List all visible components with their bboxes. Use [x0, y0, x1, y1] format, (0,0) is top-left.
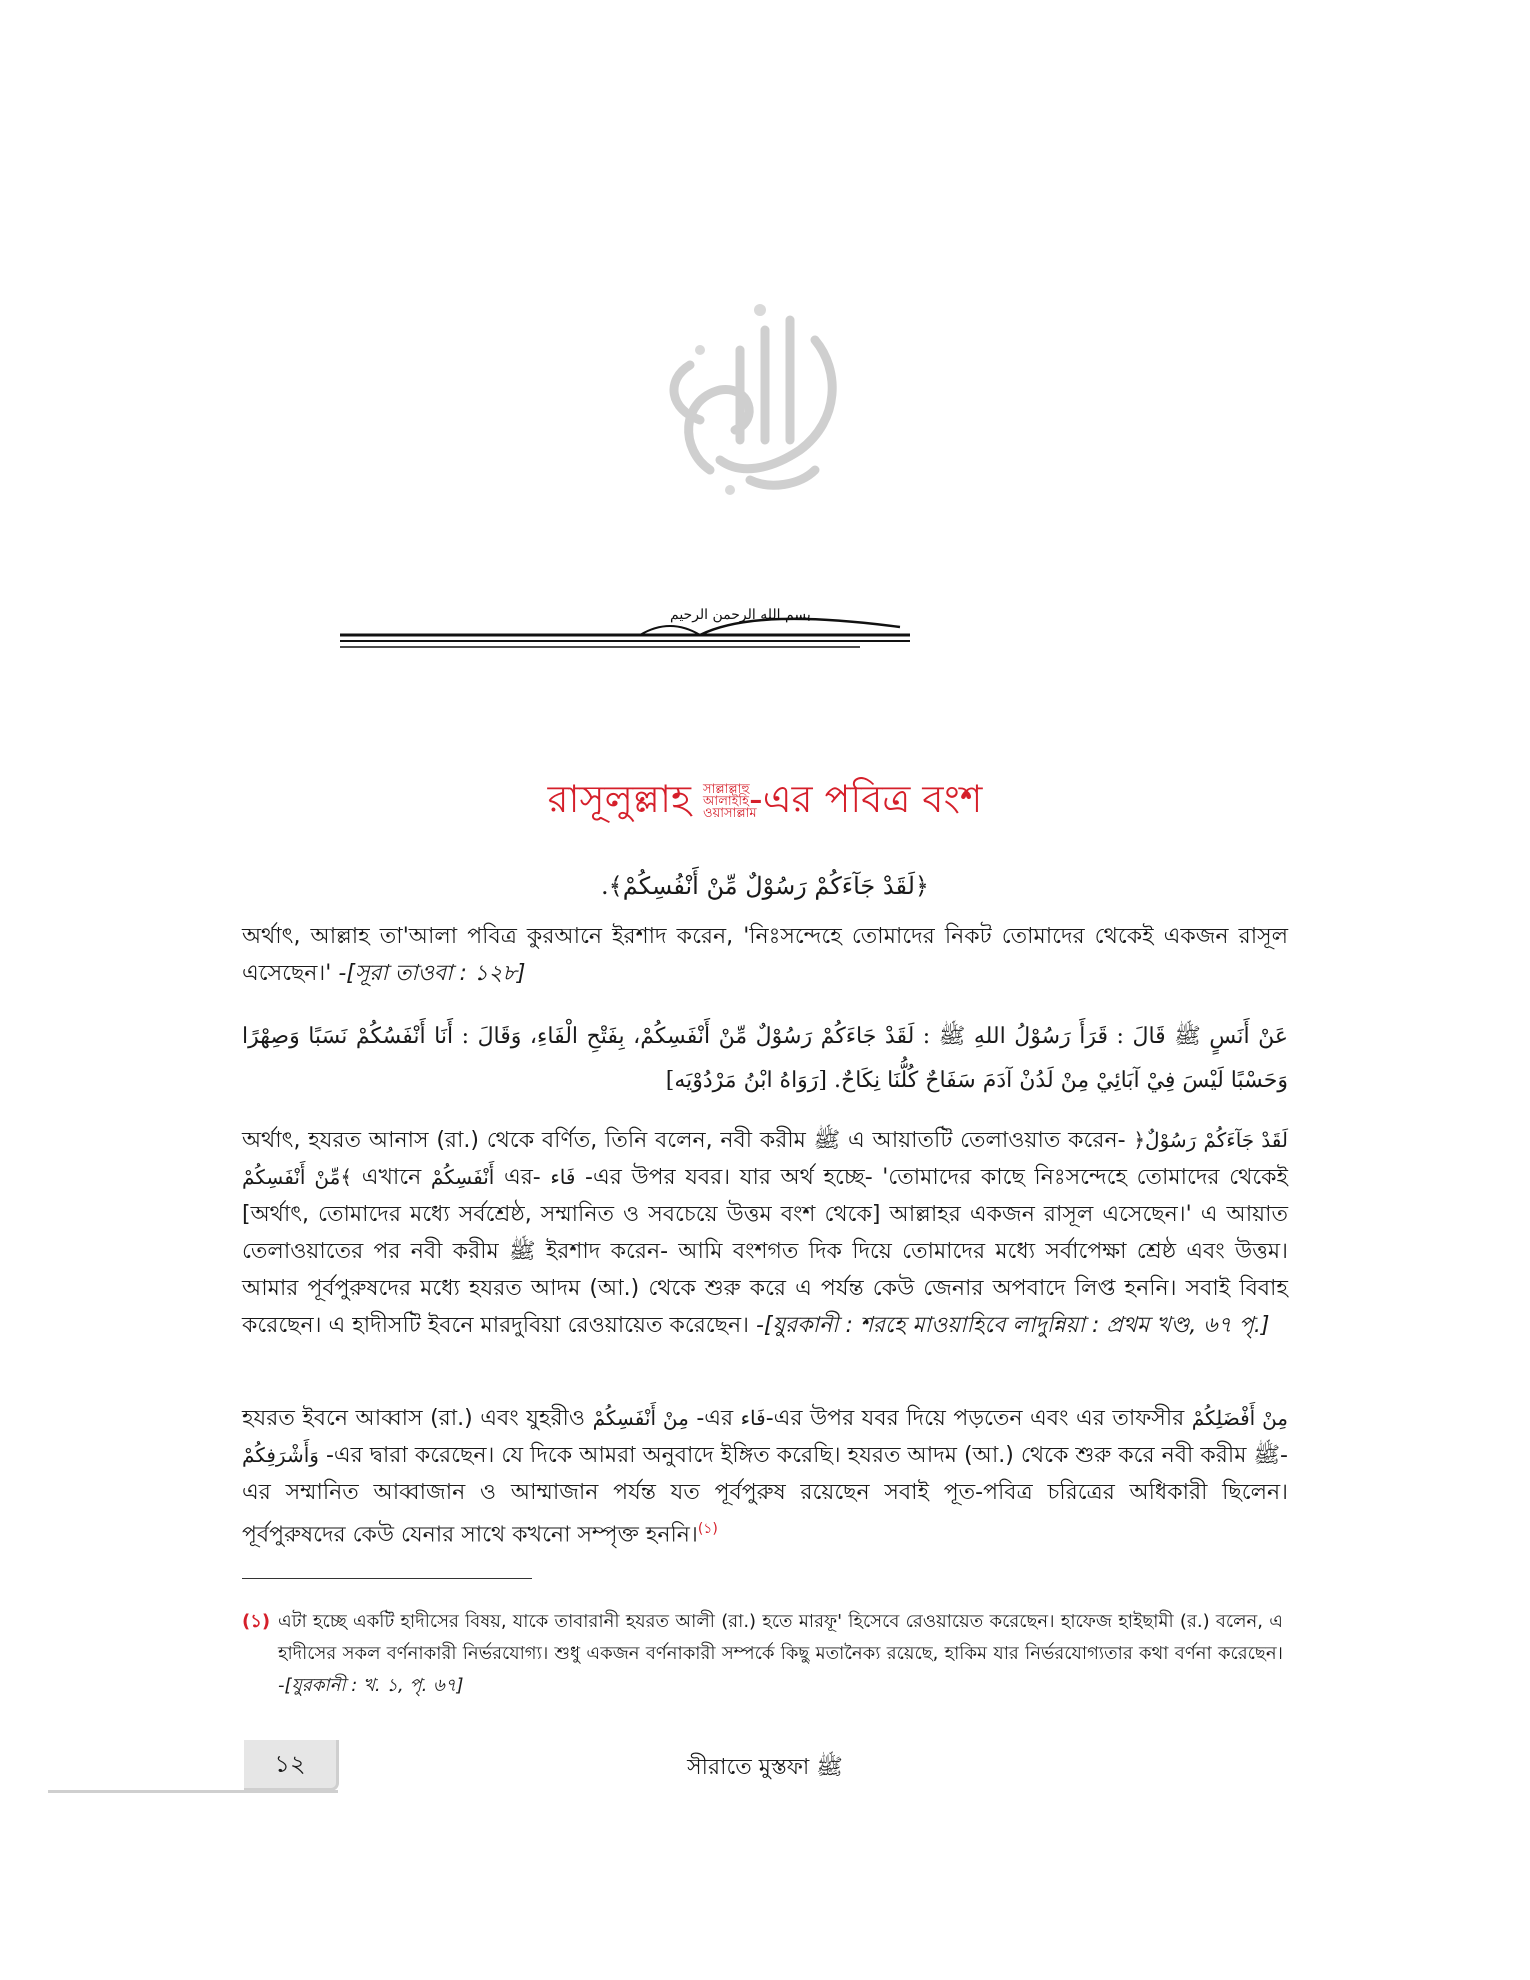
footnote-marker[interactable]: (১)	[697, 1521, 718, 1537]
inline-arabic: فَاء	[550, 1165, 576, 1189]
paragraph-text: -এর	[688, 1406, 741, 1431]
footnote-rule	[242, 1578, 532, 1579]
paragraph-text: হযরত ইবনে আব্বাস (রা.) এবং যুহরীও	[242, 1406, 593, 1431]
footnote-text: এটা হচ্ছে একটি হাদীসের বিষয়, যাকে তাবারানী হযরত আলী (রা.) হতে মারফূ' হিসেবে রেওয়ায়েত করেছেন। হাফেজ হাইছামী (র.) বলেন, এ হাদীসের সকল বর্ণনাকারী নির্ভরযোগ্য। শুধু একজন বর্ণনাকারী সম্পর্কে কিছু মতানৈক্য রয়েছে, হাকিম যার নির্ভরযোগ্যতার কথা বর্ণনা করেছেন।	[278, 1611, 1283, 1664]
paragraph-hadith-translation	[242, 1122, 1288, 1344]
inline-arabic: أَنْفَسِكُمْ	[430, 1165, 495, 1189]
paragraph-text: এখানে	[352, 1165, 431, 1190]
paragraph-text: এর-	[494, 1165, 551, 1190]
paragraph-text: -এর উপর যবর দিয়ে পড়তেন এবং এর তাফসীর	[765, 1406, 1192, 1431]
footnote-reference: -[যুরকানী : খ. ১, পৃ. ৬৭]	[278, 1675, 464, 1696]
footnote-body	[278, 1606, 1283, 1702]
paragraph-text: অর্থাৎ, আল্লাহ তা'আলা পবিত্র কুরআনে ইরশাদ করেন, 'নিঃসন্দেহে তোমাদের নিকট তোমাদের থেকেই একজন রাসূল এসেছেন।'	[242, 924, 1288, 986]
paragraph-translation	[242, 918, 1288, 992]
inline-arabic: مِنْ أَنْفَسِكُمْ	[592, 1406, 689, 1430]
paragraph-text: -এর উপর যবর। যার অর্থ হচ্ছে- 'তোমাদের কাছে নিঃসন্দেহে তোমাদের থেকেই [অর্থাৎ, তোমাদের মধ্যে সর্বশ্রেষ্ঠ, সম্মানিত ও সবচেয়ে উত্তম বংশ থেকে] আল্লাহর একজন রাসূল এসেছেন।' এ আয়াত তেলাওয়াতের পর নবী করীম ﷺ ইরশাদ করেন- আমি বংশগত দিক দিয়ে তোমাদের মধ্যে সর্বাপেক্ষা শ্রেষ্ঠ এবং উত্তম। আমার পূর্বপুরুষদের মধ্যে হযরত আদম (আ.) থেকে শুরু করে এ পর্যন্ত কেউ জেনার অপবাদে লিপ্ত হননি। সবাই বিবাহ করেছেন। এ হাদীসটি ইবনে মারদুবিয়া রেওয়ায়েত করেছেন।	[242, 1165, 1289, 1338]
calligraphy-icon	[640, 290, 860, 500]
divider-ornament-icon	[340, 605, 910, 655]
divider-inscription: بسم الله الرحمن الرحيم	[670, 607, 811, 623]
inline-arabic: مِنْ أَفْضَلِكُمْ وَأَشْرَفِكُمْ	[242, 1406, 1289, 1467]
section-divider	[340, 605, 910, 655]
saw-line-2: আলাইহি	[703, 793, 749, 809]
paragraph-text: অর্থাৎ, হযরত আনাস (রা.) থেকে বর্ণিত, তিনি বলেন, নবী করীম ﷺ এ আয়াতটি তেলাওয়াত করেন-	[242, 1128, 1134, 1153]
quran-verse: ﴿لَقَدْ جَآءَكُمْ رَسُوْلٌ مِّنْ أَنْفُسِكُمْ﴾.	[601, 872, 929, 900]
title-prefix: রাসূলুল্লাহ	[547, 777, 704, 821]
paragraph-text: -এর দ্বারা করেছেন। যে দিকে আমরা অনুবাদে ইঙ্গিত করেছি। হযরত আদম (আ.) থেকে শুরু করে নবী করীম ﷺ-এর সম্মানিত আব্বাজান ও আম্মাজান পর্যন্ত যত পূর্বপুরুষ রয়েছেন সবাই পূত-পবিত্র চরিত্রের অধিকারী ছিলেন। পূর্বপুরুষদের কেউ যেনার সাথে কখনো সম্পৃক্ত হননি।	[242, 1443, 1288, 1548]
saw-line-1: সাল্লাল্লাহু	[703, 781, 750, 797]
footnote	[242, 1606, 1288, 1702]
reference: -[যুরকানী : শরহে মাওয়াহিবে লাদুন্নিয়া : প্রথম খণ্ড, ৬৭ পৃ.]	[755, 1313, 1270, 1338]
book-title: সীরাতে মুস্তফা ﷺ	[687, 1755, 843, 1780]
chapter-title	[0, 770, 1530, 834]
inline-arabic: ﴿لَقَدْ جَآءَكُمْ رَسُوْلٌ مِّنْ أَنْفَسِكُمْ﴾	[242, 1128, 1288, 1189]
title-suffix: -এর পবিত্র বংশ	[749, 777, 983, 821]
hadith-arabic: عَنْ أَنَسٍ ﷺ قَالَ : قَرَأَ رَسُوْلُ اللهِ ﷺ : لَقَدْ جَاءَكُمْ رَسُوْلٌ مِّنْ أَنْفَسِكُمْ، بِفَتْحِ الْفَاءِ، وَقَالَ : أَنَا أَنْفَسُكُمْ نَسَبًا وَصِهْرًا وَحَسْبًا لَيْسَ فِيْ آبَائِيْ مِنْ لَدُنْ آدَمَ سَفَاحٌ كُلُّنَا نِكَاحٌ. [رَوَاهُ ابْنُ مَرْدُوْيَه]	[242, 1024, 1288, 1093]
saw-honorific	[703, 781, 757, 821]
inline-arabic: فَاء	[740, 1406, 766, 1430]
page-number: ১২	[244, 1740, 339, 1791]
paragraph-commentary	[242, 1400, 1288, 1553]
reference: -[সূরা তাওবা : ১২৮]	[338, 961, 526, 986]
saw-line-3: ওয়াসাল্লাম	[703, 805, 757, 821]
footnote-number: (১)	[242, 1611, 271, 1632]
